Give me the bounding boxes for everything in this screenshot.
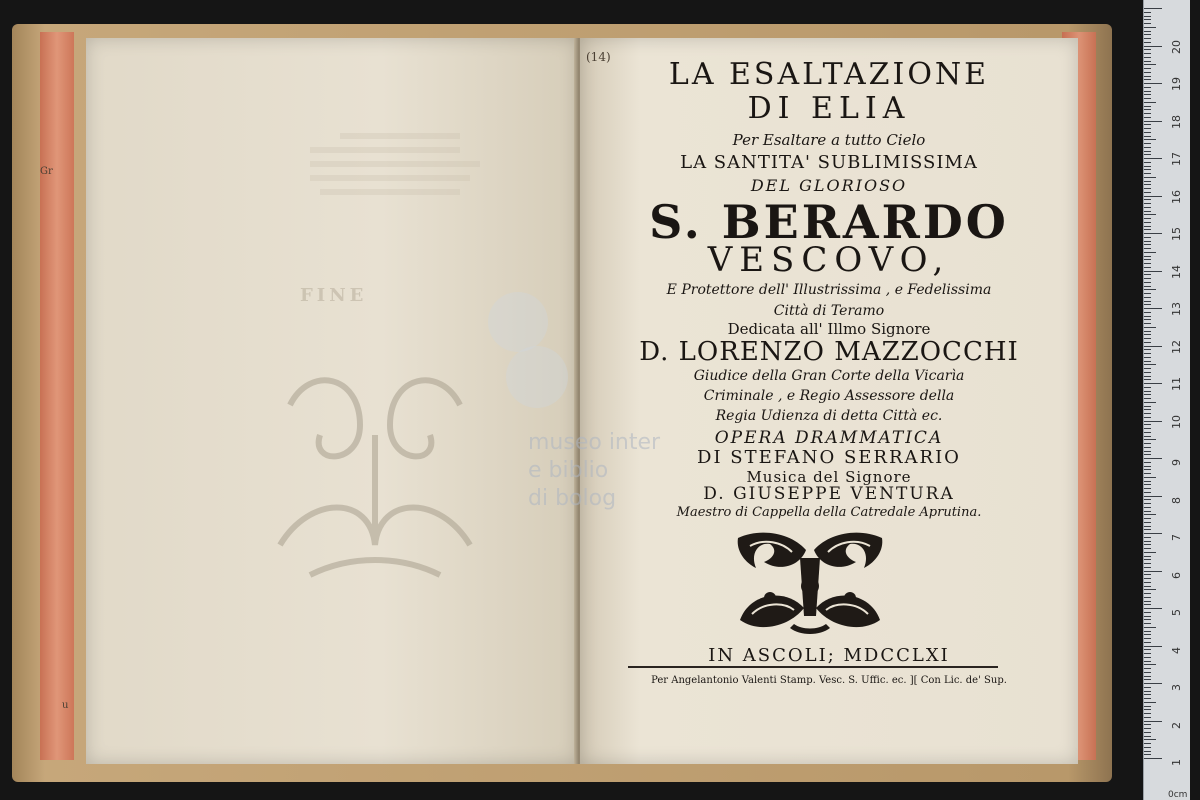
ruler-tick [1144, 623, 1151, 624]
ruler-tick [1144, 646, 1162, 647]
ruler-tick [1144, 199, 1151, 200]
ruler-tick [1144, 608, 1162, 609]
dedicatee-name: D. LORENZO MAZZOCCHI [639, 337, 1019, 367]
ruler-tick [1144, 709, 1151, 710]
ruler-tick [1144, 357, 1151, 358]
ruler-tick [1144, 53, 1151, 54]
ruler-tick [1144, 668, 1151, 669]
ruler-number: 2 [1170, 721, 1183, 729]
ruler-tick [1144, 34, 1151, 35]
ruler-tick [1144, 578, 1151, 579]
imprint-line: IN ASCOLI; MDCCLXI [708, 645, 950, 666]
ruler-tick [1144, 19, 1151, 20]
ruler-tick [1144, 166, 1151, 167]
ruler-tick [1144, 589, 1156, 590]
ruler-tick [1144, 619, 1151, 620]
subtitle-line-1: Per Esaltare a tutto Cielo [732, 131, 926, 149]
ruler-tick [1144, 342, 1151, 343]
ruler-tick [1144, 91, 1151, 92]
ruler-tick [1144, 252, 1156, 253]
ruler-tick [1144, 672, 1151, 673]
ruler-tick [1144, 454, 1151, 455]
ruler-number: 14 [1170, 264, 1183, 279]
ruler-tick [1144, 634, 1151, 635]
ruler-tick [1144, 492, 1151, 493]
printer-line: Per Angelantonio Valenti Stamp. Vesc. S. Uffic. ec. ][ Con Lic. de' Sup. [651, 675, 1007, 686]
ruler-tick [1144, 64, 1156, 65]
ruler-tick [1144, 627, 1156, 628]
ruler-tick [1144, 616, 1151, 617]
ruler-tick [1144, 226, 1151, 227]
ruler-tick [1144, 383, 1162, 384]
composer-role: Maestro di Cappella della Catredale Aprutina. [676, 505, 982, 520]
saint-name: S. BERARDO [649, 195, 1009, 249]
ruler-tick [1144, 301, 1151, 302]
ruler-tick [1144, 76, 1151, 77]
ruler-tick [1144, 649, 1151, 650]
ruler-tick [1144, 739, 1156, 740]
ruler-tick [1144, 679, 1151, 680]
dedicatee-role-2: Criminale , e Regio Assessore della [703, 388, 955, 404]
ruler-tick [1144, 694, 1151, 695]
left-page-edge [40, 32, 74, 760]
ruler-number: 18 [1170, 114, 1183, 129]
ruler-tick [1144, 717, 1151, 718]
ruler-tick [1144, 687, 1151, 688]
ruler-tick [1144, 604, 1151, 605]
ruler-tick [1144, 319, 1151, 320]
ruler-number: 15 [1170, 227, 1183, 241]
ruler-tick [1144, 724, 1151, 725]
ruler-tick [1144, 514, 1156, 515]
left-page-show-through-word: FINE [300, 285, 368, 306]
watermark-logo-top [488, 292, 548, 352]
ruler-tick [1144, 751, 1151, 752]
ruler-tick [1144, 428, 1151, 429]
scale-ruler [1143, 0, 1190, 800]
ruler-tick [1144, 151, 1151, 152]
ruler-number: 12 [1170, 339, 1183, 354]
ruler-tick [1144, 421, 1162, 422]
ruler-tick [1144, 173, 1151, 174]
ruler-tick [1144, 12, 1151, 13]
ruler-number: 8 [1170, 496, 1183, 504]
ruler-tick [1144, 612, 1151, 613]
ruler-tick [1144, 721, 1162, 722]
ruler-number: 4 [1170, 646, 1183, 654]
ruler-number: 13 [1170, 302, 1183, 316]
ruler-tick [1144, 136, 1151, 137]
ruler-tick [1144, 229, 1151, 230]
left-margin-note-top: Gr [40, 166, 53, 177]
ruler-tick [1144, 503, 1151, 504]
ruler-tick [1144, 754, 1151, 755]
author-line: DI STEFANO SERRARIO [697, 447, 961, 468]
ruler-tick [1144, 282, 1151, 283]
ruler-tick [1144, 477, 1156, 478]
music-by-line: Musica del Signore [746, 468, 912, 486]
ruler-tick [1144, 372, 1151, 373]
ruler-tick [1144, 458, 1162, 459]
ruler-tick [1144, 331, 1151, 332]
ruler-tick [1144, 98, 1151, 99]
ruler-tick [1144, 289, 1156, 290]
subtitle-line-3: DEL GLORIOSO [750, 176, 908, 195]
ruler-tick [1144, 368, 1151, 369]
ruler-number: 19 [1170, 77, 1183, 91]
ruler-tick [1144, 526, 1151, 527]
ruler-tick [1144, 631, 1151, 632]
ruler-tick [1144, 117, 1151, 118]
ruler-number: 3 [1170, 684, 1183, 691]
ruler-tick [1144, 222, 1151, 223]
ruler-tick [1144, 548, 1151, 549]
ruler-tick [1144, 8, 1162, 9]
ruler-tick [1144, 207, 1151, 208]
ruler-tick [1144, 664, 1156, 665]
ruler-tick [1144, 158, 1162, 159]
ruler-tick [1144, 496, 1162, 497]
ruler-tick [1144, 638, 1151, 639]
ruler-tick [1144, 387, 1151, 388]
ruler-number: 17 [1170, 152, 1183, 166]
ruler-tick [1144, 544, 1151, 545]
ruler-tick [1144, 439, 1156, 440]
ruler-tick [1144, 469, 1151, 470]
ruler-tick [1144, 286, 1151, 287]
ruler-tick [1144, 518, 1151, 519]
ruler-tick [1144, 552, 1156, 553]
ruler-tick [1144, 274, 1151, 275]
ruler-tick [1144, 83, 1162, 84]
ruler-tick [1144, 312, 1151, 313]
ruler-tick [1144, 522, 1151, 523]
ruler-tick [1144, 49, 1151, 50]
ruler-tick [1144, 188, 1151, 189]
saint-role: VESCOVO, [707, 240, 951, 280]
ruler-tick [1144, 184, 1151, 185]
ruler-tick [1144, 593, 1151, 594]
ruler-tick [1144, 713, 1151, 714]
ruler-tick [1144, 698, 1151, 699]
ruler-tick [1144, 203, 1151, 204]
ruler-tick [1144, 447, 1151, 448]
ruler-tick [1144, 402, 1156, 403]
ruler-tick [1144, 94, 1151, 95]
ruler-tick [1144, 676, 1151, 677]
ruler-tick [1144, 653, 1151, 654]
ruler-tick [1144, 259, 1151, 260]
ruler-tick [1144, 248, 1151, 249]
ruler-tick [1144, 691, 1151, 692]
ruler-tick [1144, 278, 1151, 279]
ruler-tick [1144, 424, 1151, 425]
page-reference: (14) [586, 50, 611, 64]
ruler-tick [1144, 436, 1151, 437]
ruler-tick [1144, 316, 1151, 317]
ruler-tick [1144, 379, 1151, 380]
ruler-tick [1144, 432, 1151, 433]
ruler-unit-label: 0cm [1168, 790, 1188, 800]
ruler-tick [1144, 597, 1151, 598]
ruler-tick [1144, 683, 1162, 684]
ruler-tick [1144, 42, 1151, 43]
ruler-number: 20 [1170, 39, 1183, 54]
ruler-tick [1144, 582, 1151, 583]
ruler-tick [1144, 567, 1151, 568]
ruler-tick [1144, 233, 1162, 234]
ruler-tick [1144, 657, 1151, 658]
ruler-tick [1144, 244, 1151, 245]
ruler-tick [1144, 214, 1156, 215]
subtitle-line-2: LA SANTITA' SUBLIMISSIMA [680, 152, 978, 173]
ruler-tick [1144, 113, 1151, 114]
ruler-tick [1144, 139, 1156, 140]
ruler-tick [1144, 109, 1151, 110]
dedicatee-role-3: Regia Udienza di detta Città ec. [715, 408, 943, 424]
ruler-tick [1144, 702, 1156, 703]
ruler-tick [1144, 533, 1162, 534]
ruler-tick [1144, 394, 1151, 395]
ruler-tick [1144, 256, 1151, 257]
ruler-tick [1144, 574, 1151, 575]
ruler-tick [1144, 57, 1151, 58]
ruler-tick [1144, 473, 1151, 474]
ruler-tick [1144, 327, 1156, 328]
ruler-tick [1144, 147, 1151, 148]
ruler-tick [1144, 601, 1151, 602]
ruler-tick [1144, 443, 1151, 444]
ruler-tick [1144, 413, 1151, 414]
ruler-tick [1144, 87, 1151, 88]
ruler-tick [1144, 293, 1151, 294]
ruler-tick [1144, 559, 1151, 560]
ruler-tick [1144, 23, 1151, 24]
ruler-tick [1144, 743, 1151, 744]
ruler-tick [1144, 218, 1151, 219]
ruler-tick [1144, 31, 1151, 32]
ruler-tick [1144, 586, 1151, 587]
ruler-tick [1144, 169, 1151, 170]
ruler-tick [1144, 747, 1151, 748]
ruler-number: 9 [1170, 459, 1183, 466]
ruler-tick [1144, 507, 1151, 508]
genre-line: OPERA DRAMMATICA [714, 428, 944, 448]
ruler-tick [1144, 338, 1151, 339]
ruler-tick [1144, 46, 1162, 47]
ruler-tick [1144, 121, 1162, 122]
ruler-tick [1144, 736, 1151, 737]
ruler-tick [1144, 661, 1151, 662]
ruler-tick [1144, 376, 1151, 377]
ruler-tick [1144, 334, 1151, 335]
ruler-tick [1144, 732, 1151, 733]
protector-line-1: E Protettore dell' Illustrissima , e Fedelissima [666, 282, 992, 298]
watermark-line-3: di bolog [528, 486, 617, 511]
ruler-tick [1144, 177, 1156, 178]
ruler-tick [1144, 466, 1151, 467]
ruler-tick [1144, 556, 1151, 557]
title-line-2: DI ELIA [747, 91, 911, 126]
ruler-tick [1144, 196, 1162, 197]
composer-name: D. GIUSEPPE VENTURA [703, 484, 955, 504]
ruler-tick [1144, 758, 1162, 759]
ruler-tick [1144, 391, 1151, 392]
ruler-tick [1144, 323, 1151, 324]
protector-line-2: Città di Teramo [773, 303, 885, 319]
ruler-tick [1144, 79, 1151, 80]
ruler-number: 6 [1170, 571, 1183, 579]
ruler-number: 10 [1170, 414, 1183, 429]
ruler-tick [1144, 68, 1151, 69]
ruler-tick [1144, 143, 1151, 144]
ruler-tick [1144, 642, 1151, 643]
ruler-tick [1144, 267, 1151, 268]
ruler-number: 7 [1170, 534, 1183, 541]
ruler-tick [1144, 308, 1162, 309]
ruler-tick [1144, 192, 1151, 193]
watermark-logo-bottom [506, 346, 568, 408]
ruler-tick [1144, 529, 1151, 530]
left-margin-note-bottom: u [62, 700, 69, 711]
dedicatee-role-1: Giudice della Gran Corte della Vicarìa [693, 368, 965, 384]
ruler-tick [1144, 38, 1151, 39]
ruler-tick [1144, 462, 1151, 463]
ruler-tick [1144, 398, 1151, 399]
ruler-tick [1144, 16, 1151, 17]
ruler-number: 1 [1170, 759, 1183, 766]
left-page-show-through-ornament [250, 345, 500, 595]
ruler-tick [1144, 488, 1151, 489]
ruler-tick [1144, 271, 1162, 272]
ruler-tick [1144, 499, 1151, 500]
imprint-rule [628, 666, 998, 668]
ruler-tick [1144, 511, 1151, 512]
ruler-tick [1144, 349, 1151, 350]
ruler-tick [1144, 72, 1151, 73]
ruler-tick [1144, 361, 1151, 362]
ruler-tick [1144, 417, 1151, 418]
ruler-tick [1144, 406, 1151, 407]
ruler-tick [1144, 211, 1151, 212]
ruler-number: 5 [1170, 609, 1183, 616]
ruler-tick [1144, 61, 1151, 62]
ruler-tick [1144, 128, 1151, 129]
ruler-tick [1144, 346, 1162, 347]
ruler-tick [1144, 102, 1156, 103]
ruler-tick [1144, 364, 1156, 365]
ruler-tick [1144, 237, 1151, 238]
ruler-tick [1144, 132, 1151, 133]
ruler-tick [1144, 106, 1151, 107]
ruler-tick [1144, 451, 1151, 452]
ruler-tick [1144, 541, 1151, 542]
ruler-tick [1144, 563, 1151, 564]
ruler-tick [1144, 181, 1151, 182]
watermark-line-2: e biblio [528, 458, 609, 483]
ruler-tick [1144, 304, 1151, 305]
ruler-tick [1144, 706, 1151, 707]
printers-ornament [730, 528, 890, 638]
ruler-number: 16 [1170, 189, 1183, 204]
ruler-tick [1144, 409, 1151, 410]
ruler-tick [1144, 728, 1151, 729]
left-page-show-through-text [310, 125, 490, 203]
watermark-line-1: museo inter [528, 430, 661, 455]
ruler-tick [1144, 537, 1151, 538]
ruler-tick [1144, 481, 1151, 482]
ruler-tick [1144, 241, 1151, 242]
dedication-line: Dedicata all' Illmo Signore [727, 320, 931, 338]
title-line-1: LA ESALTAZIONE [668, 57, 990, 92]
ruler-tick [1144, 571, 1162, 572]
ruler-tick [1144, 353, 1151, 354]
ruler-tick [1144, 124, 1151, 125]
ruler-tick [1144, 162, 1151, 163]
ruler-tick [1144, 297, 1151, 298]
ruler-tick [1144, 263, 1151, 264]
ruler-tick [1144, 484, 1151, 485]
ruler-tick [1144, 154, 1151, 155]
ruler-number: 11 [1170, 377, 1183, 391]
ruler-tick [1144, 27, 1156, 28]
